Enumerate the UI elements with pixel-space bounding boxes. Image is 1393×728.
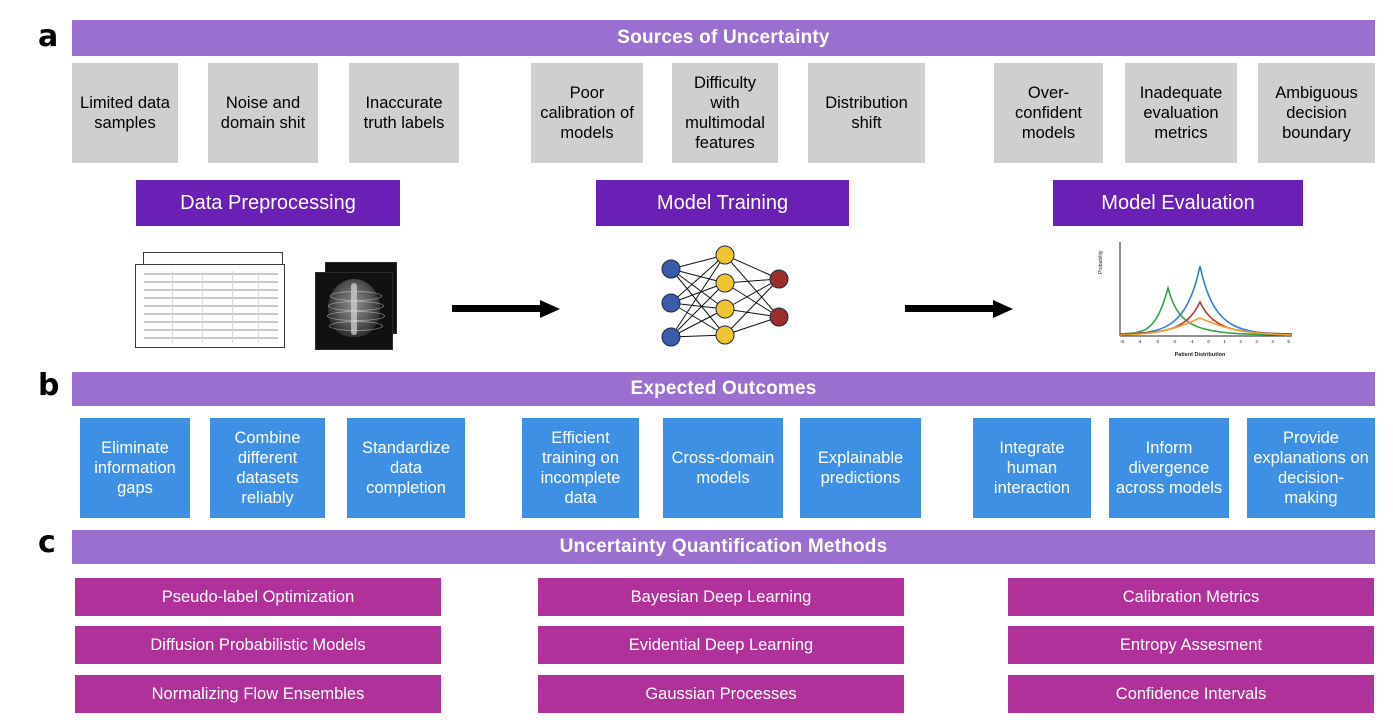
source-box-poor-calibration-of-models: Poor calibration of models xyxy=(531,63,643,163)
arrow-shaft xyxy=(905,305,993,312)
source-box-inadequate-evaluation-metrics: Inadequate evaluation metrics xyxy=(1125,63,1237,163)
outcome-box-integrate-human-interaction: Integrate human interaction xyxy=(973,418,1091,518)
method-box-bayesian-deep-learning: Bayesian Deep Learning xyxy=(538,578,904,616)
plot-x-tick: -5 xyxy=(1120,339,1125,344)
chest-xray-icon xyxy=(315,262,415,357)
banner-expected-outcomes: Expected Outcomes xyxy=(72,372,1375,406)
panel-label-a: a xyxy=(38,19,59,54)
outcome-box-combine-different-datasets-reliably: Combine different datasets reliably xyxy=(210,418,325,518)
flow-arrow-2 xyxy=(905,300,1013,318)
arrow-head-icon xyxy=(993,300,1013,318)
tabular-data-icon xyxy=(135,252,305,362)
method-box-entropy-assesment: Entropy Assesment xyxy=(1008,626,1374,664)
plot-x-axis-label: Patient Distribution xyxy=(1174,352,1226,358)
plot-y-axis-label: Probability xyxy=(1098,250,1104,274)
plot-x-tick: -4 xyxy=(1137,339,1142,344)
source-box-distribution-shift: Distribution shift xyxy=(808,63,925,163)
method-box-normalizing-flow-ensembles: Normalizing Flow Ensembles xyxy=(75,675,441,713)
banner-uncertainty-quantification-methods: Uncertainty Quantification Methods xyxy=(72,530,1375,564)
plot-x-tick: -3 xyxy=(1154,339,1159,344)
source-box-limited-data-samples: Limited data samples xyxy=(72,63,178,163)
flow-arrow-1 xyxy=(452,300,560,318)
plot-x-tick: 3 xyxy=(1255,339,1258,344)
outcome-box-inform-divergence-across-models: Inform divergence across models xyxy=(1109,418,1229,518)
method-box-confidence-intervals: Confidence Intervals xyxy=(1008,675,1374,713)
arrow-shaft xyxy=(452,305,540,312)
stage-box-model-training: Model Training xyxy=(596,180,849,226)
source-box-noise-and-domain-shit: Noise and domain shit xyxy=(208,63,318,163)
outcome-box-provide-explanations-on-decision-making: Provide explanations on decision-making xyxy=(1247,418,1375,518)
outcome-box-efficient-training-on-incomplete-data: Efficient training on incomplete data xyxy=(522,418,639,518)
plot-x-tick: -1 xyxy=(1189,339,1194,344)
source-box-ambiguous-decision-boundary: Ambiguous decision boundary xyxy=(1258,63,1375,163)
outcome-box-eliminate-information-gaps: Eliminate information gaps xyxy=(80,418,190,518)
method-box-evidential-deep-learning: Evidential Deep Learning xyxy=(538,626,904,664)
plot-x-tick: 5 xyxy=(1287,339,1290,344)
method-box-diffusion-probabilistic-models: Diffusion Probabilistic Models xyxy=(75,626,441,664)
outcome-box-standardize-data-completion: Standardize data completion xyxy=(347,418,465,518)
source-box-over-confident-models: Over-confident models xyxy=(994,63,1103,163)
outcome-box-cross-domain-models: Cross-domain models xyxy=(663,418,783,518)
outcome-box-explainable-predictions: Explainable predictions xyxy=(800,418,921,518)
arrow-head-icon xyxy=(540,300,560,318)
plot-x-tick: 0 xyxy=(1207,339,1210,344)
plot-x-tick: 2 xyxy=(1239,339,1242,344)
plot-x-tick: -2 xyxy=(1172,339,1177,344)
panel-label-b: b xyxy=(38,368,60,403)
method-box-gaussian-processes: Gaussian Processes xyxy=(538,675,904,713)
probability-distribution-plot xyxy=(1100,240,1300,368)
panel-label-c: c xyxy=(38,525,56,560)
plot-x-tick: 1 xyxy=(1223,339,1226,344)
method-box-pseudo-label-optimization: Pseudo-label Optimization xyxy=(75,578,441,616)
banner-sources-of-uncertainty: Sources of Uncertainty xyxy=(72,20,1375,56)
plot-x-tick: 4 xyxy=(1271,339,1274,344)
method-box-calibration-metrics: Calibration Metrics xyxy=(1008,578,1374,616)
source-box-difficulty-with-multimodal-features: Difficulty with multimodal features xyxy=(672,63,778,163)
stage-box-model-evaluation: Model Evaluation xyxy=(1053,180,1303,226)
source-box-inaccurate-truth-labels: Inaccurate truth labels xyxy=(349,63,459,163)
neural-network-icon xyxy=(655,245,800,365)
stage-box-data-preprocessing: Data Preprocessing xyxy=(136,180,400,226)
plot-x-tick-labels xyxy=(1120,339,1290,344)
